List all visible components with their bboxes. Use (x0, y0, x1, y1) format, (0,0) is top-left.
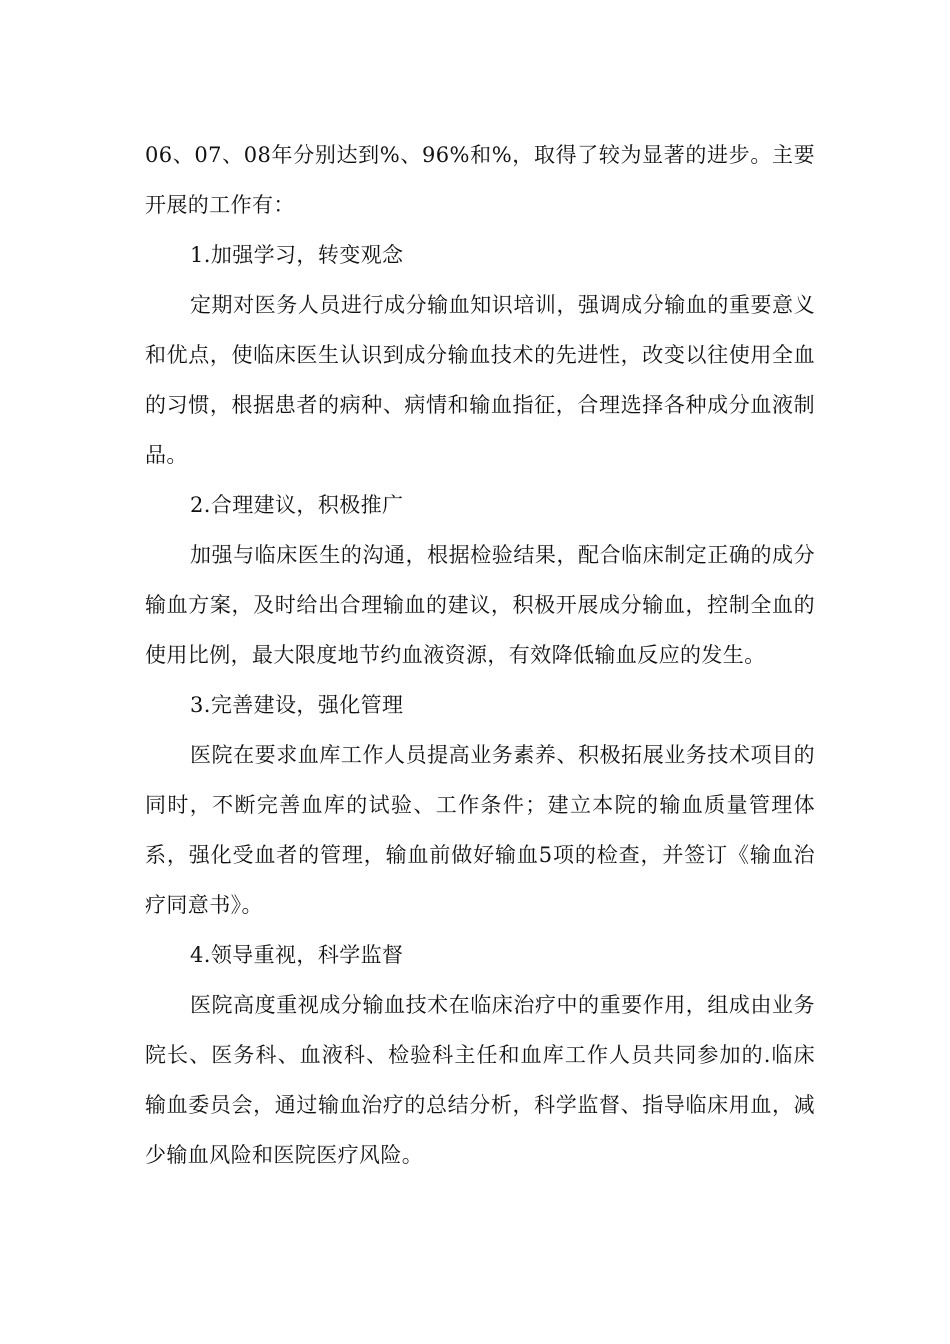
section-heading-1: 1.加强学习，转变观念 (190, 243, 404, 267)
document-body (145, 130, 815, 1180)
section-heading-2: 2.合理建议，积极推广 (190, 493, 404, 517)
intro-paragraph: 06、07、08年分别达到%、96%和%，取得了较为显著的进步。主要开展的工作有： (145, 143, 815, 217)
section-heading-4: 4.领导重视，科学监督 (190, 943, 404, 967)
section-heading-3: 3.完善建设，强化管理 (190, 693, 404, 717)
section-body-3: 医院在要求血库工作人员提高业务素养、积极拓展业务技术项目的同时，不断完善血库的试验、工作条件；建立本院的输血质量管理体系，强化受血者的管理，输血前做好输血5项的检查，并签订《输血治疗同意书》。 (145, 743, 815, 917)
section-body-4: 医院高度重视成分输血技术在临床治疗中的重要作用，组成由业务院长、医务科、血液科、检验科主任和血库工作人员共同参加的.临床输血委员会，通过输血治疗的总结分析，科学监督、指导临床用血，减少输血风险和医院医疗风险。 (145, 993, 815, 1167)
section-body-2: 加强与临床医生的沟通，根据检验结果，配合临床制定正确的成分输血方案，及时给出合理输血的建议，积极开展成分输血，控制全血的使用比例，最大限度地节约血液资源，有效降低输血反应的发生。 (145, 543, 815, 667)
section-body-1: 定期对医务人员进行成分输血知识培训，强调成分输血的重要意义和优点，使临床医生认识到成分输血技术的先进性，改变以往使用全血的习惯，根据患者的病种、病情和输血指征，合理选择各种成分血液制品。 (145, 293, 815, 467)
